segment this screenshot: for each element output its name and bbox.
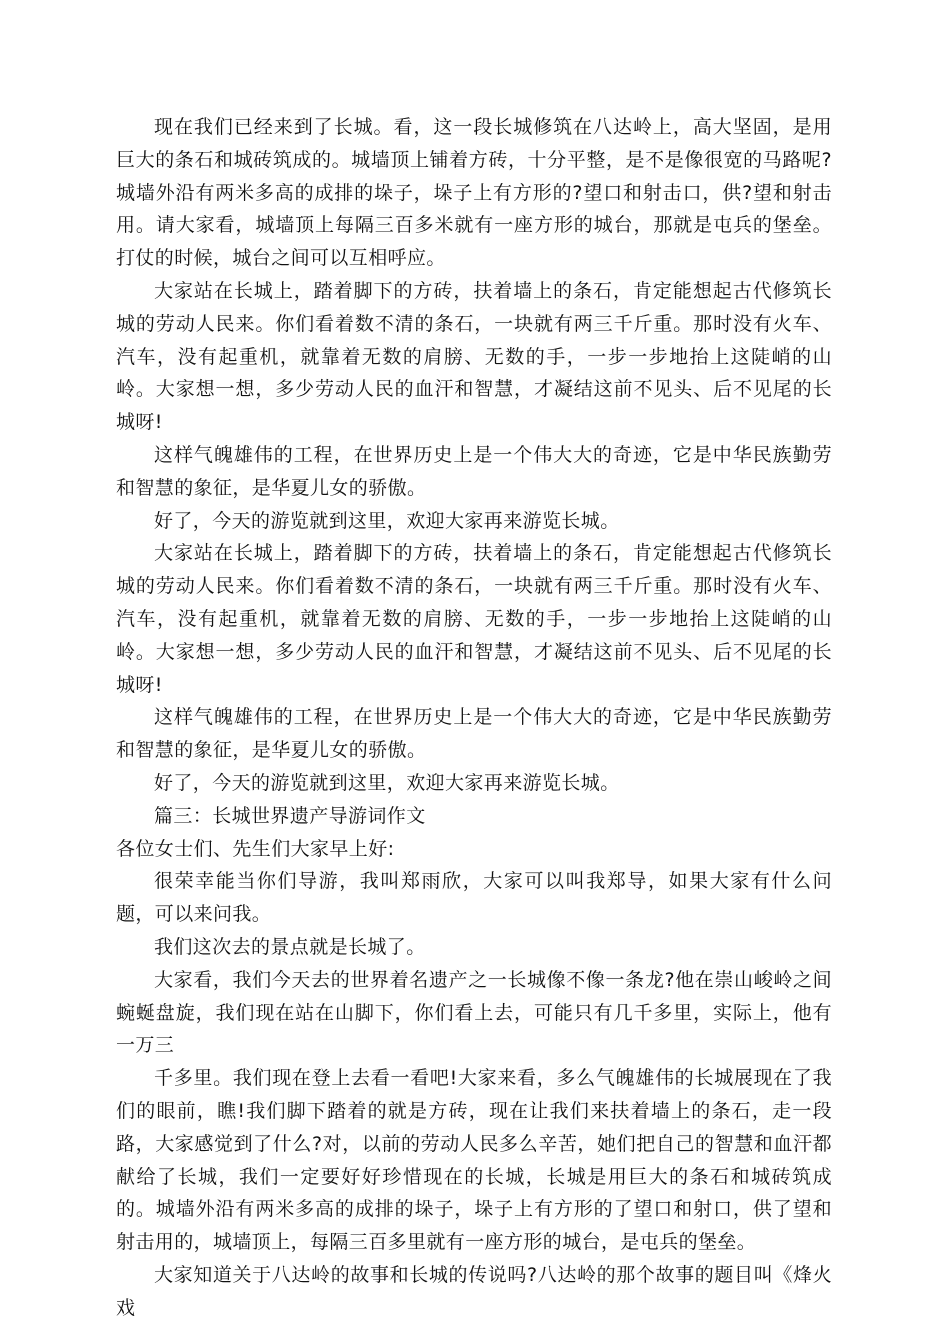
document-body <box>116 111 832 1324</box>
paragraph-wonder: 这样气魄雄伟的工程，在世界历史上是一个伟大大的奇迹，它是中华民族勤劳和智慧的象征，是华夏儿女的骄傲。 <box>116 443 832 499</box>
paragraph-guide-intro: 很荣幸能当你们导游，我叫郑雨欣，大家可以叫我郑导，如果大家有什么问题，可以来问我。 <box>116 870 832 926</box>
paragraph-dragon: 大家看，我们今天去的世界着名遗产之一长城像不像一条龙?他在崇山峻岭之间蜿蜒盘旋，我们现在站在山脚下，你们看上去，可能只有几千多里，实际上，他有一万三 <box>116 968 832 1057</box>
paragraph-climb: 千多里。我们现在登上去看一看吧!大家来看，多么气魄雄伟的长城展现在了我们的眼前，瞧!我们脚下踏着的就是方砖，现在让我们来扶着墙上的条石，走一段路，大家感觉到了什么?对，以前的劳动人民多么辛苦，她们把自己的智慧和血汗都献给了长城，我们一定要好好珍惜现在的长城，长城是用巨大的条石和城砖筑成的。城墙外沿有两米多高的成排的垛子，垛子上有方形的了望口和射口，供了望和射击用的，城墙顶上，每隔三百多里就有一座方形的城台，是屯兵的堡垒。 <box>116 1067 832 1254</box>
paragraph-wonder-repeat: 这样气魄雄伟的工程，在世界历史上是一个伟大大的奇迹，它是中华民族勤劳和智慧的象征，是华夏儿女的骄傲。 <box>116 706 832 762</box>
paragraph-intro-great-wall: 现在我们已经来到了长城。看，这一段长城修筑在八达岭上，高大坚固，是用巨大的条石和城砖筑成的。城墙顶上铺着方砖，十分平整，是不是像很宽的马路呢?城墙外沿有两米多高的成排的垛子，垛子上有方形的?望口和射击口，供?望和射击用。请大家看，城墙顶上每隔三百多米就有一座方形的城台，那就是屯兵的堡垒。打仗的时候，城台之间可以互相呼应。 <box>116 116 832 270</box>
paragraph-laborers: 大家站在长城上，踏着脚下的方砖，扶着墙上的条石，肯定能想起古代修筑长城的劳动人民来。你们看着数不清的条石，一块就有两三千斤重。那时没有火车、汽车，没有起重机，就靠着无数的肩膀、无数的手，一步一步地抬上这陡峭的山岭。大家想一想，多少劳动人民的血汗和智慧，才凝结这前不见头、后不见尾的长城呀! <box>116 279 832 434</box>
greeting-line: 各位女士们、先生们大家早上好: <box>116 837 395 860</box>
paragraph-farewell-repeat: 好了，今天的游览就到这里，欢迎大家再来游览长城。 <box>154 771 620 794</box>
paragraph-destination: 我们这次去的景点就是长城了。 <box>154 935 426 958</box>
paragraph-badaling-story: 大家知道关于八达岭的故事和长城的传说吗?八达岭的那个故事的题目叫《烽火戏 <box>116 1263 832 1319</box>
paragraph-laborers-repeat: 大家站在长城上，踏着脚下的方砖，扶着墙上的条石，肯定能想起古代修筑长城的劳动人民来。你们看着数不清的条石，一块就有两三千斤重。那时没有火车、汽车，没有起重机，就靠着无数的肩膀、无数的手，一步一步地抬上这陡峭的山岭。大家想一想，多少劳动人民的血汗和智慧，才凝结这前不见头、后不见尾的长城呀! <box>116 542 832 696</box>
section-heading: 篇三：长城世界遗产导游词作文 <box>154 804 426 827</box>
paragraph-farewell: 好了，今天的游览就到这里，欢迎大家再来游览长城。 <box>154 509 620 532</box>
